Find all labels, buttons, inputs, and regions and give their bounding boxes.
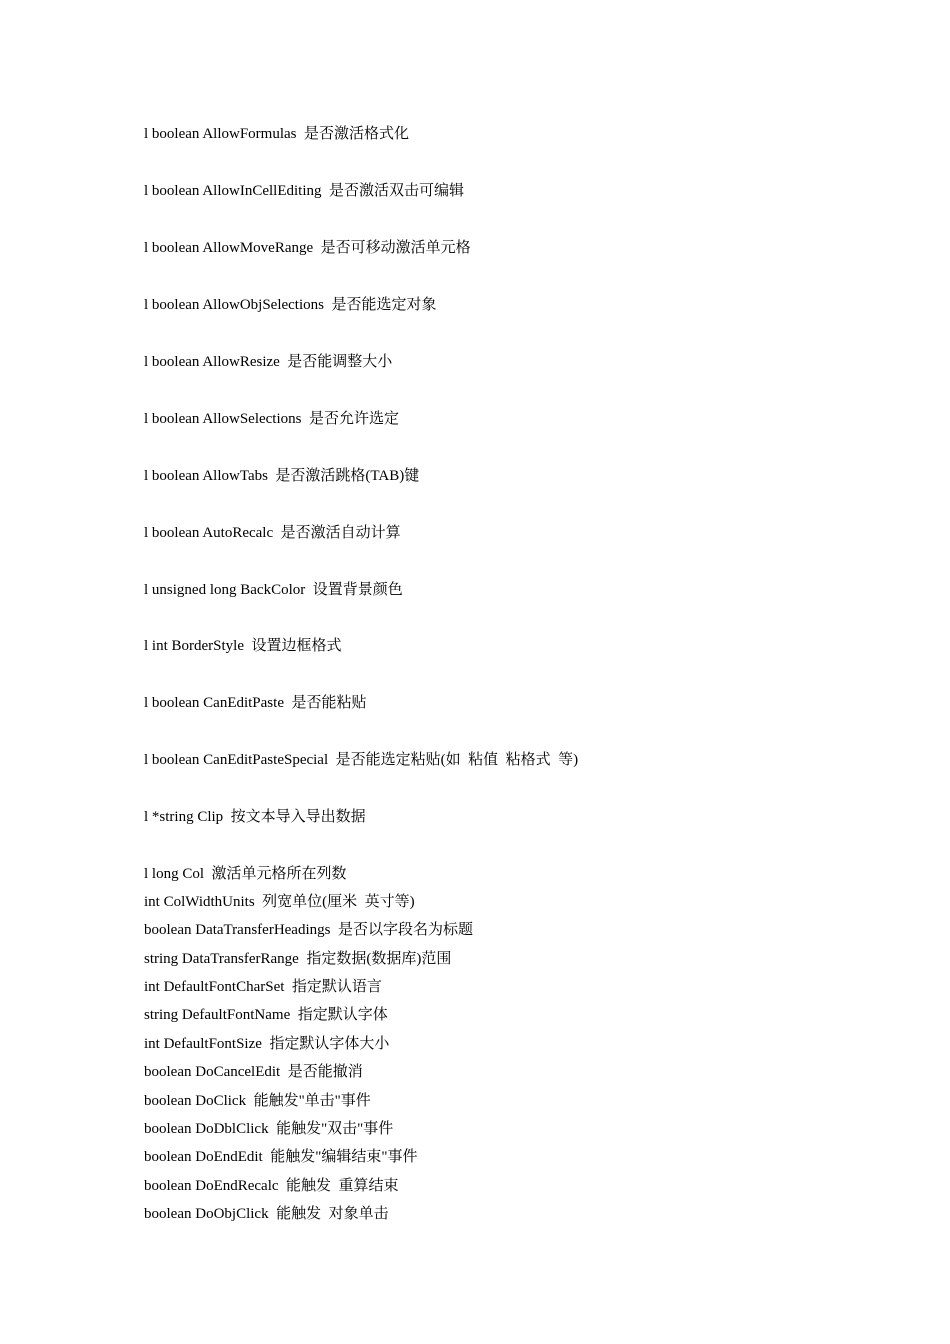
text-line: string DataTransferRange 指定数据(数据库)范围 xyxy=(144,951,452,967)
text-line: l boolean AllowFormulas 是否激活格式化 xyxy=(144,126,409,142)
text-line: l boolean AllowMoveRange 是否可移动激活单元格 xyxy=(144,240,471,256)
text-line: l boolean AllowResize 是否能调整大小 xyxy=(144,354,393,370)
text-line: int DefaultFontSize 指定默认字体大小 xyxy=(144,1036,390,1052)
text-line: l boolean AllowObjSelections 是否能选定对象 xyxy=(144,297,437,313)
text-line: boolean DoCancelEdit 是否能撤消 xyxy=(144,1064,363,1080)
text-line: int DefaultFontCharSet 指定默认语言 xyxy=(144,979,382,995)
text-line: l boolean AllowTabs 是否激活跳格(TAB)键 xyxy=(144,468,420,484)
text-line: boolean DoEndRecalc 能触发 重算结束 xyxy=(144,1178,399,1194)
text-line: boolean DoDblClick 能触发"双击"事件 xyxy=(144,1121,394,1137)
text-line: l unsigned long BackColor 设置背景颜色 xyxy=(144,582,403,598)
text-line: l boolean AutoRecalc 是否激活自动计算 xyxy=(144,525,401,541)
text-line: l boolean CanEditPasteSpecial 是否能选定粘贴(如 粘值 粘格式 等) xyxy=(144,752,579,768)
text-line: l boolean CanEditPaste 是否能粘贴 xyxy=(144,695,367,711)
text-line: boolean DataTransferHeadings 是否以字段名为标题 xyxy=(144,922,473,938)
text-line: l *string Clip 按文本导入导出数据 xyxy=(144,809,366,825)
text-line: int ColWidthUnits 列宽单位(厘米 英寸等) xyxy=(144,894,415,910)
text-line: boolean DoEndEdit 能触发"编辑结束"事件 xyxy=(144,1149,418,1165)
text-line: boolean DoClick 能触发"单击"事件 xyxy=(144,1093,371,1109)
text-line: l long Col 激活单元格所在列数 xyxy=(144,866,347,882)
text-line: l int BorderStyle 设置边框格式 xyxy=(144,638,342,654)
text-line: boolean DoObjClick 能触发 对象单击 xyxy=(144,1206,389,1222)
text-line: string DefaultFontName 指定默认字体 xyxy=(144,1007,388,1023)
text-line: l boolean AllowInCellEditing 是否激活双击可编辑 xyxy=(144,183,464,199)
text-line: l boolean AllowSelections 是否允许选定 xyxy=(144,411,399,427)
